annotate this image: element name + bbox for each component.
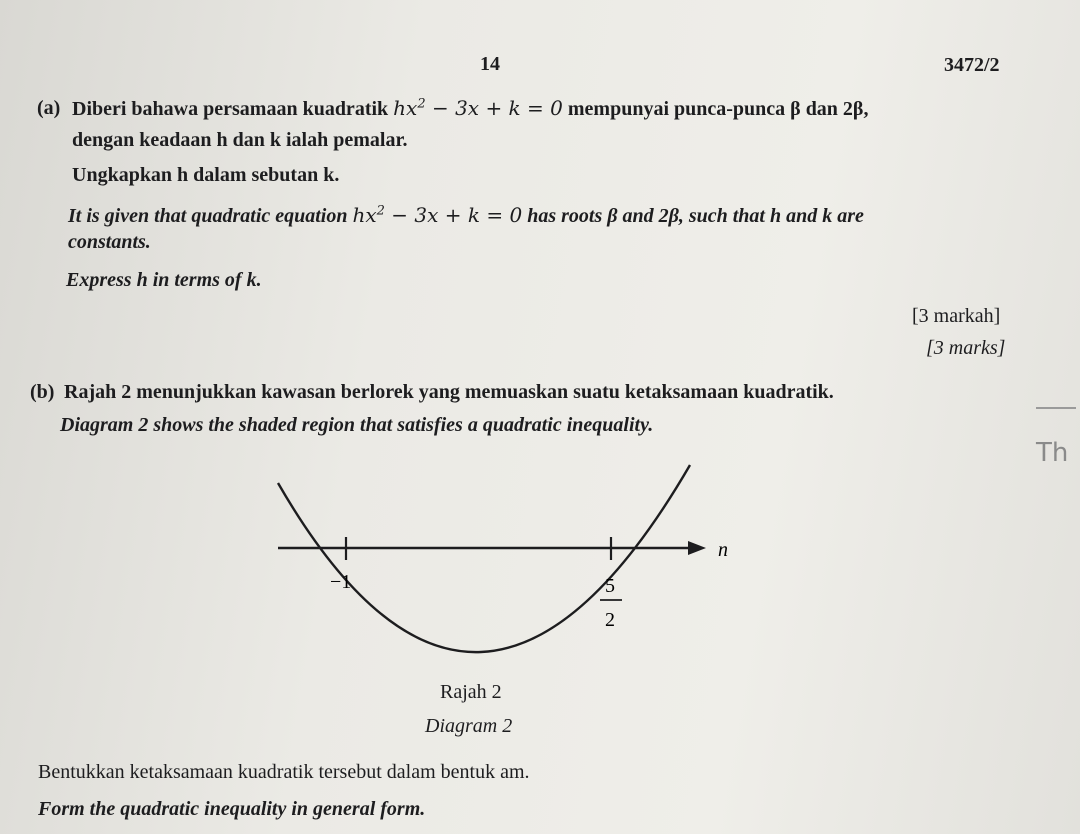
- part-a-label: (a): [37, 97, 61, 119]
- quadratic-equation-english: $hx^2 - 3x + k = 0$: [352, 203, 523, 227]
- n-axis-arrowhead: [688, 541, 706, 555]
- left-root-label: −1: [330, 571, 352, 593]
- part-a-english-line1-start: It is given that quadratic equation: [68, 205, 348, 227]
- part-b-english-task: Form the quadratic inequality in general form.: [38, 798, 426, 820]
- margin-note: Th: [1036, 438, 1069, 468]
- part-a-malay-line1-end: mempunyai punca-punca β dan 2β,: [567, 98, 869, 120]
- paper-code: 3472/2: [944, 54, 1000, 76]
- part-b-label: (b): [30, 381, 55, 403]
- marks-english: [3 marks]: [926, 337, 1006, 359]
- part-b-english-line: Diagram 2 shows the shaded region that satisfies a quadratic inequality.: [60, 414, 654, 436]
- diagram-caption-malay: Rajah 2: [440, 681, 502, 703]
- part-b-malay-line: Rajah 2 menunjukkan kawasan berlorek yang memuaskan suatu ketaksamaan kuadratik.: [64, 381, 834, 403]
- page-number: 14: [480, 53, 500, 75]
- axis-label-n: n: [718, 539, 728, 561]
- marks-malay: [3 markah]: [912, 305, 1001, 327]
- part-a-english-task: Express h in terms of k.: [66, 269, 262, 291]
- right-root-numerator: 5: [605, 575, 615, 597]
- quadratic-equation-malay: $hx^2 - 3x + k = 0$: [393, 96, 563, 120]
- part-a-english-line2: constants.: [68, 231, 151, 253]
- part-a-malay-line1-start: Diberi bahawa persamaan kuadratik: [72, 98, 389, 120]
- part-b-malay-task: Bentukkan ketaksamaan kuadratik tersebut dalam bentuk am.: [38, 761, 530, 783]
- part-a-malay-line2: dengan keadaan h dan k ialah pemalar.: [72, 129, 408, 151]
- margin-overline: [1036, 407, 1076, 409]
- part-a-english-line1-end: has roots β and 2β, such that h and k are: [527, 205, 864, 227]
- diagram-caption-english: Diagram 2: [425, 715, 513, 737]
- parabola-curve: [278, 465, 690, 652]
- right-root-denominator: 2: [605, 609, 615, 631]
- part-a-malay-task: Ungkapkan h dalam sebutan k.: [72, 164, 340, 186]
